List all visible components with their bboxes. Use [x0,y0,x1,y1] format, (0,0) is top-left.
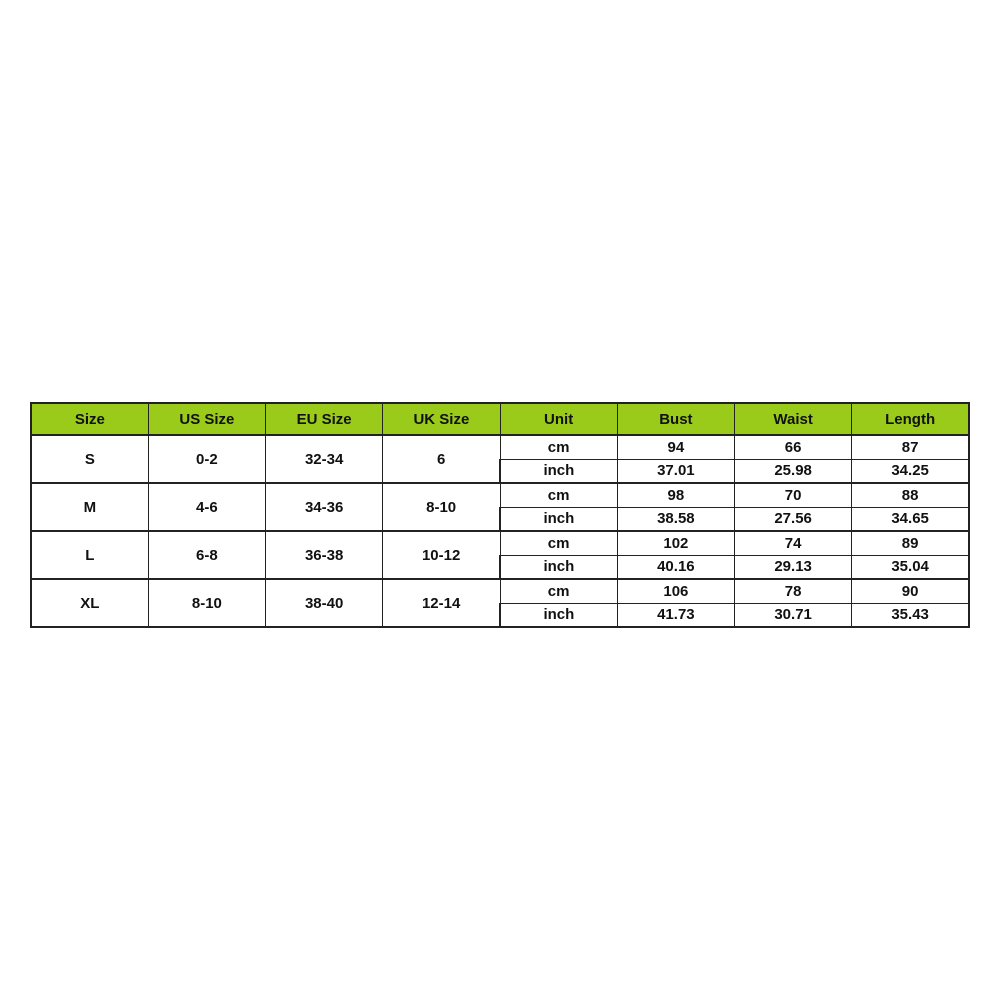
waist-cell: 78 [735,579,852,603]
unit-cell: cm [500,579,617,603]
column-header-waist: Waist [735,403,852,435]
us-size-cell: 8-10 [148,579,265,627]
column-header-size: Size [31,403,148,435]
unit-cell: inch [500,555,617,579]
unit-cell: cm [500,435,617,459]
header-row [31,403,969,435]
waist-cell: 70 [735,483,852,507]
us-size-cell: 4-6 [148,483,265,531]
eu-size-cell: 38-40 [266,579,383,627]
length-cell: 88 [852,483,969,507]
unit-cell: inch [500,603,617,627]
bust-cell: 41.73 [617,603,734,627]
waist-cell: 74 [735,531,852,555]
table-row [31,579,969,603]
eu-size-cell: 32-34 [266,435,383,483]
uk-size-cell: 8-10 [383,483,500,531]
column-header-unit: Unit [500,403,617,435]
length-cell: 35.04 [852,555,969,579]
length-cell: 87 [852,435,969,459]
uk-size-cell: 6 [383,435,500,483]
size-cell: M [31,483,148,531]
uk-size-cell: 12-14 [383,579,500,627]
table-row [31,435,969,459]
length-cell: 35.43 [852,603,969,627]
waist-cell: 30.71 [735,603,852,627]
uk-size-cell: 10-12 [383,531,500,579]
column-header-uk-size: UK Size [383,403,500,435]
size-chart-table [30,402,970,628]
length-cell: 34.65 [852,507,969,531]
length-cell: 90 [852,579,969,603]
us-size-cell: 0-2 [148,435,265,483]
bust-cell: 38.58 [617,507,734,531]
us-size-cell: 6-8 [148,531,265,579]
table-row [31,531,969,555]
unit-cell: inch [500,459,617,483]
bust-cell: 37.01 [617,459,734,483]
size-cell: XL [31,579,148,627]
waist-cell: 25.98 [735,459,852,483]
eu-size-cell: 34-36 [266,483,383,531]
waist-cell: 66 [735,435,852,459]
column-header-bust: Bust [617,403,734,435]
eu-size-cell: 36-38 [266,531,383,579]
waist-cell: 27.56 [735,507,852,531]
unit-cell: cm [500,483,617,507]
column-header-eu-size: EU Size [266,403,383,435]
bust-cell: 102 [617,531,734,555]
bust-cell: 94 [617,435,734,459]
length-cell: 34.25 [852,459,969,483]
unit-cell: cm [500,531,617,555]
size-cell: S [31,435,148,483]
bust-cell: 106 [617,579,734,603]
table-row [31,483,969,507]
bust-cell: 40.16 [617,555,734,579]
size-cell: L [31,531,148,579]
length-cell: 89 [852,531,969,555]
column-header-length: Length [852,403,969,435]
unit-cell: inch [500,507,617,531]
waist-cell: 29.13 [735,555,852,579]
bust-cell: 98 [617,483,734,507]
column-header-us-size: US Size [148,403,265,435]
